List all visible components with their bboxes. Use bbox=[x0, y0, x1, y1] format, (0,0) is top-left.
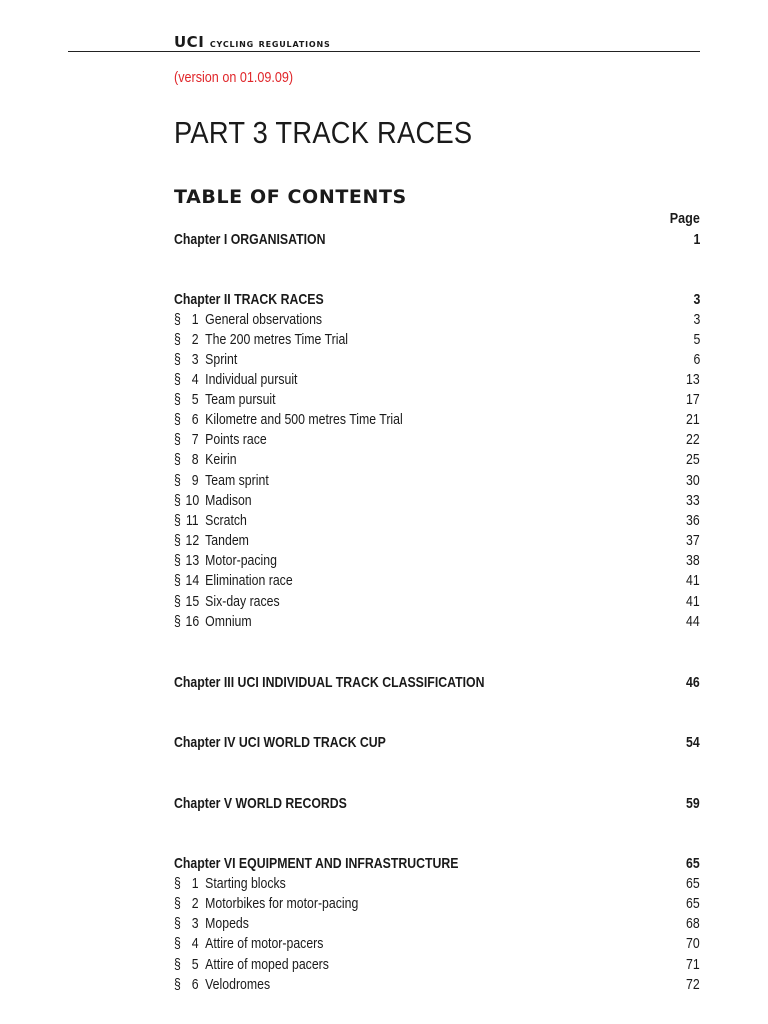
section-number: 14 bbox=[185, 572, 200, 589]
toc-page-number: 71 bbox=[686, 956, 700, 973]
section-label: Elimination race bbox=[205, 572, 293, 589]
section-label: Team sprint bbox=[205, 472, 269, 489]
toc-section-entry bbox=[174, 612, 700, 632]
toc-section-entry bbox=[174, 350, 700, 370]
section-symbol: § bbox=[174, 451, 181, 468]
toc-chapter-entry bbox=[174, 794, 700, 814]
toc-page-number: 6 bbox=[693, 351, 700, 368]
toc-entry-title: Chapter III UCI INDIVIDUAL TRACK CLASSIFICATION bbox=[174, 674, 485, 691]
section-symbol: § bbox=[174, 613, 181, 630]
toc-entry-title bbox=[174, 975, 270, 995]
toc-entry-title bbox=[174, 491, 252, 511]
running-header bbox=[174, 32, 331, 51]
section-label: Individual pursuit bbox=[205, 371, 298, 388]
section-label: Attire of moped pacers bbox=[205, 956, 329, 973]
section-number: 11 bbox=[185, 512, 199, 529]
toc-page-number: 46 bbox=[686, 674, 700, 691]
toc-page-number: 30 bbox=[686, 472, 700, 489]
toc-entry-title bbox=[174, 955, 329, 975]
toc-page-number: 13 bbox=[686, 371, 700, 388]
toc-entry-title bbox=[174, 894, 358, 914]
toc-entry-title bbox=[174, 612, 252, 632]
section-symbol: § bbox=[174, 956, 181, 973]
section-symbol: § bbox=[174, 512, 181, 529]
toc-entry-title bbox=[174, 874, 286, 894]
section-symbol: § bbox=[174, 593, 181, 610]
toc-section-entry bbox=[174, 370, 700, 390]
toc-section-entry bbox=[174, 592, 700, 612]
toc-page-number: 59 bbox=[686, 795, 700, 812]
toc-entry-title bbox=[174, 914, 249, 934]
section-number: 1 bbox=[191, 311, 199, 328]
section-number: 3 bbox=[191, 915, 199, 932]
section-label: Attire of motor-pacers bbox=[205, 935, 324, 952]
section-label: Tandem bbox=[205, 532, 249, 549]
toc-entry-title bbox=[174, 410, 403, 430]
section-number: 10 bbox=[185, 492, 200, 509]
section-number: 5 bbox=[191, 391, 199, 408]
section-label: Team pursuit bbox=[205, 391, 276, 408]
toc-section-entry bbox=[174, 551, 700, 571]
page-column-label: Page bbox=[669, 210, 700, 227]
toc-section-entry bbox=[174, 975, 700, 995]
section-symbol: § bbox=[174, 895, 181, 912]
section-label: Kilometre and 500 metres Time Trial bbox=[205, 411, 403, 428]
toc-entry-title bbox=[174, 450, 237, 470]
toc-page-number: 3 bbox=[693, 311, 700, 328]
toc-section-entry bbox=[174, 330, 700, 350]
section-number: 12 bbox=[185, 532, 200, 549]
toc-entry-title bbox=[174, 330, 348, 350]
toc-entry-title bbox=[174, 430, 267, 450]
section-label: Madison bbox=[205, 492, 252, 509]
toc-page-number: 25 bbox=[686, 451, 700, 468]
section-label: General observations bbox=[205, 311, 323, 328]
toc-chapter-entry bbox=[174, 854, 700, 874]
toc-entry-title: Chapter I ORGANISATION bbox=[174, 231, 326, 248]
toc-page-number: 38 bbox=[686, 552, 700, 569]
section-symbol: § bbox=[174, 371, 181, 388]
toc-entry-title bbox=[174, 551, 277, 571]
toc-chapter-entry bbox=[174, 230, 700, 250]
section-symbol: § bbox=[174, 472, 181, 489]
section-label: Keirin bbox=[205, 451, 237, 468]
section-number: 9 bbox=[191, 472, 199, 489]
section-number: 5 bbox=[191, 956, 199, 973]
section-label: Motor-pacing bbox=[205, 552, 277, 569]
toc-page-number: 36 bbox=[686, 512, 700, 529]
toc-section-entry bbox=[174, 491, 700, 511]
toc-entry-title bbox=[174, 471, 269, 491]
toc-section-entry bbox=[174, 430, 700, 450]
section-label: Sprint bbox=[205, 351, 238, 368]
toc-page-number: 72 bbox=[686, 976, 700, 993]
section-symbol: § bbox=[174, 935, 181, 952]
header-brand: UCI bbox=[174, 33, 205, 51]
section-number: 4 bbox=[191, 371, 199, 388]
toc-page-number: 21 bbox=[686, 411, 700, 428]
section-number: 4 bbox=[191, 935, 199, 952]
toc-page-number: 17 bbox=[686, 391, 700, 408]
toc-section-entry bbox=[174, 511, 700, 531]
section-label: Motorbikes for motor-pacing bbox=[205, 895, 359, 912]
toc-section-entry bbox=[174, 310, 700, 330]
toc-section-entry bbox=[174, 914, 700, 934]
toc-page-number: 22 bbox=[686, 431, 700, 448]
section-number: 6 bbox=[191, 976, 199, 993]
toc-page-number: 5 bbox=[693, 331, 700, 348]
header-rule bbox=[68, 51, 700, 52]
section-label: Starting blocks bbox=[205, 875, 286, 892]
toc-entry-title: Chapter VI EQUIPMENT AND INFRASTRUCTURE bbox=[174, 855, 459, 872]
section-number: 16 bbox=[185, 613, 200, 630]
section-symbol: § bbox=[174, 431, 181, 448]
toc-page-number: 41 bbox=[686, 593, 700, 610]
toc-entry-title bbox=[174, 310, 322, 330]
section-symbol: § bbox=[174, 976, 181, 993]
toc-page-number: 44 bbox=[686, 613, 700, 630]
toc-title: TABLE OF CONTENTS bbox=[174, 186, 407, 208]
toc-entry-title bbox=[174, 531, 249, 551]
toc-chapter-entry bbox=[174, 673, 700, 693]
section-label: Omnium bbox=[205, 613, 252, 630]
toc-entry-title bbox=[174, 350, 237, 370]
toc-page-number: 65 bbox=[686, 875, 700, 892]
section-number: 8 bbox=[191, 451, 199, 468]
toc-section-entry bbox=[174, 874, 700, 894]
toc-section-entry bbox=[174, 390, 700, 410]
toc-page-number: 1 bbox=[693, 231, 700, 248]
toc-entry-title: Chapter II TRACK RACES bbox=[174, 291, 324, 308]
section-label: Velodromes bbox=[205, 976, 271, 993]
section-number: 13 bbox=[185, 552, 200, 569]
section-symbol: § bbox=[174, 411, 181, 428]
version-note: (version on 01.09.09) bbox=[174, 69, 294, 86]
section-number: 2 bbox=[191, 331, 199, 348]
toc-entry-title bbox=[174, 390, 276, 410]
toc-section-entry bbox=[174, 410, 700, 430]
section-number: 6 bbox=[191, 411, 199, 428]
toc-entry-title: Chapter IV UCI WORLD TRACK CUP bbox=[174, 734, 386, 751]
section-label: Scratch bbox=[205, 512, 247, 529]
toc-page-number: 3 bbox=[693, 291, 700, 308]
toc-entry-title bbox=[174, 592, 280, 612]
toc-page-number: 33 bbox=[686, 492, 700, 509]
section-symbol: § bbox=[174, 391, 181, 408]
section-number: 7 bbox=[191, 431, 199, 448]
toc-entry-title bbox=[174, 934, 323, 954]
part-title: PART 3 TRACK RACES bbox=[174, 115, 473, 150]
toc-entry-title: Chapter V WORLD RECORDS bbox=[174, 795, 347, 812]
section-symbol: § bbox=[174, 331, 181, 348]
section-symbol: § bbox=[174, 875, 181, 892]
section-label: Six-day races bbox=[205, 593, 280, 610]
section-label: Mopeds bbox=[205, 915, 249, 932]
toc-entry-title bbox=[174, 511, 247, 531]
toc-page-number: 37 bbox=[686, 532, 700, 549]
toc-chapter-entry bbox=[174, 733, 700, 753]
section-symbol: § bbox=[174, 552, 181, 569]
toc-page-number: 68 bbox=[686, 915, 700, 932]
toc-entry-title bbox=[174, 571, 293, 591]
toc-page-number: 65 bbox=[686, 895, 700, 912]
toc-section-entry bbox=[174, 571, 700, 591]
section-symbol: § bbox=[174, 492, 181, 509]
toc-section-entry bbox=[174, 934, 700, 954]
section-symbol: § bbox=[174, 311, 181, 328]
toc-section-entry bbox=[174, 955, 700, 975]
section-label: Points race bbox=[205, 431, 267, 448]
toc-section-entry bbox=[174, 471, 700, 491]
section-symbol: § bbox=[174, 915, 181, 932]
toc-section-entry bbox=[174, 450, 700, 470]
toc-page-number: 41 bbox=[686, 572, 700, 589]
toc-section-entry bbox=[174, 531, 700, 551]
section-label: The 200 metres Time Trial bbox=[205, 331, 349, 348]
section-number: 1 bbox=[191, 875, 199, 892]
toc-page-number: 65 bbox=[686, 855, 700, 872]
toc-chapter-entry bbox=[174, 290, 700, 310]
toc-page-number: 54 bbox=[686, 734, 700, 751]
section-symbol: § bbox=[174, 572, 181, 589]
section-number: 3 bbox=[191, 351, 199, 368]
section-symbol: § bbox=[174, 351, 181, 368]
toc-entry-title bbox=[174, 370, 297, 390]
toc-section-entry bbox=[174, 894, 700, 914]
header-title: cycling regulations bbox=[209, 37, 331, 50]
section-number: 15 bbox=[185, 593, 200, 610]
section-number: 2 bbox=[191, 895, 199, 912]
toc-page-number: 70 bbox=[686, 935, 700, 952]
section-symbol: § bbox=[174, 532, 181, 549]
